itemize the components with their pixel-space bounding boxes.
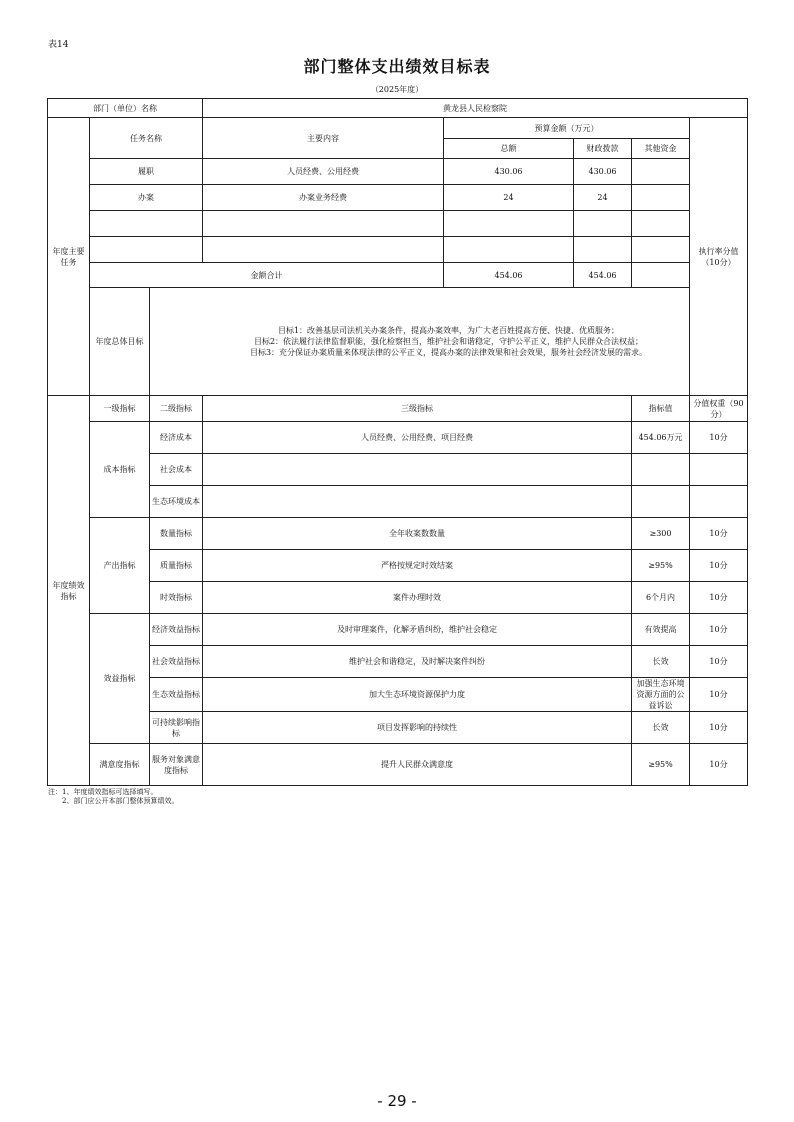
level2-header: 二级指标	[150, 396, 203, 422]
sum-total-cell: 454.06	[444, 263, 574, 288]
weight-cell: 10分	[690, 550, 748, 582]
indicators-header-row	[48, 396, 748, 422]
year-label: （2025年度）	[370, 85, 424, 94]
table-row	[48, 582, 748, 614]
level1-header: 一级指标	[90, 396, 150, 422]
weight-cell	[690, 486, 748, 518]
level2-cell: 经济成本	[150, 422, 203, 454]
value-cell: ≥300	[632, 518, 690, 550]
fiscal-header: 财政拨款	[574, 139, 632, 159]
sum-fiscal-cell: 454.06	[574, 263, 632, 288]
level2-cell: 社会效益指标	[150, 646, 203, 678]
goals-row	[48, 288, 748, 396]
table-row	[48, 454, 748, 486]
department-row	[48, 99, 748, 118]
level3-cell: 案件办理时效	[203, 582, 632, 614]
dept-label-cell: 部门（单位）名称	[48, 99, 203, 118]
task-fiscal-cell: 430.06	[574, 159, 632, 185]
level3-cell	[203, 454, 632, 486]
task-content-cell	[203, 211, 444, 237]
task-total-cell	[444, 237, 574, 263]
goals-cell	[150, 288, 748, 396]
table-row	[48, 550, 748, 582]
table-number-label: 表14	[48, 40, 69, 50]
level3-cell: 及时审理案件，化解矛盾纠纷，维护社会稳定	[203, 614, 632, 646]
annual-indicators-label: 年度绩效指标	[48, 396, 90, 786]
level3-cell: 维护社会和谐稳定，及时解决案件纠纷	[203, 646, 632, 678]
task-total-cell: 430.06	[444, 159, 574, 185]
table-row	[48, 518, 748, 550]
task-name-cell	[90, 211, 203, 237]
value-cell	[632, 454, 690, 486]
goal-item: 目标3：充分保证办案质量来体现法律的公平正义，提高办案的法律效果和社会效果，服务社会经济发展的需求。	[249, 348, 648, 357]
sum-row	[48, 263, 748, 288]
weight-cell	[690, 454, 748, 486]
task-fiscal-cell	[574, 237, 632, 263]
level3-cell: 项目发挥影响的持续性	[203, 712, 632, 744]
annual-goals-label: 年度总体目标	[90, 288, 150, 396]
footnotes	[48, 788, 178, 806]
value-cell: ≥95%	[632, 550, 690, 582]
level1-cell: 成本指标	[90, 422, 150, 518]
level1-cell: 效益指标	[90, 614, 150, 744]
task-content-cell	[203, 237, 444, 263]
level2-cell: 时效指标	[150, 582, 203, 614]
level3-cell: 提升人民群众满意度	[203, 744, 632, 786]
annual-tasks-label: 年度主要任务	[48, 118, 90, 396]
budget-amount-header: 预算金额（万元）	[444, 118, 690, 139]
table-row	[48, 712, 748, 744]
table-row	[48, 744, 748, 786]
task-other-cell	[632, 159, 690, 185]
task-total-cell: 24	[444, 185, 574, 211]
task-content-cell: 人员经费、公用经费	[203, 159, 444, 185]
level2-cell: 生态环境成本	[150, 486, 203, 518]
dept-name-cell: 黄龙县人民检察院	[203, 99, 748, 118]
goal-item: 目标1：改善基层司法机关办案条件，提高办案效率，为广大老百姓提高方便、快捷、优质服务；	[277, 326, 620, 335]
level3-cell: 人员经费、公用经费、项目经费	[203, 422, 632, 454]
task-content-cell: 办案业务经费	[203, 185, 444, 211]
level3-cell: 严格按规定时效结案	[203, 550, 632, 582]
value-cell: 454.06万元	[632, 422, 690, 454]
level3-cell: 加大生态环境资源保护力度	[203, 678, 632, 712]
value-cell: 有效提高	[632, 614, 690, 646]
value-cell: ≥95%	[632, 744, 690, 786]
task-fiscal-cell: 24	[574, 185, 632, 211]
level1-cell: 产出指标	[90, 518, 150, 614]
weight-cell: 10分	[690, 646, 748, 678]
table-row	[48, 646, 748, 678]
footnote-item: 2、部门应公开本部门整体预算绩效。	[62, 797, 179, 805]
execution-rate-header: 执行率分值（10分）	[690, 118, 748, 396]
sum-label-cell: 金额合计	[90, 263, 444, 288]
weight-cell: 10分	[690, 678, 748, 712]
weight-cell: 10分	[690, 744, 748, 786]
value-cell: 6个月内	[632, 582, 690, 614]
level3-cell: 全年收案数数量	[203, 518, 632, 550]
task-total-cell	[444, 211, 574, 237]
value-cell: 加强生态环境资源方面的公益诉讼	[632, 678, 690, 712]
other-funds-header: 其他资金	[632, 139, 690, 159]
table-row	[48, 211, 748, 237]
table-row	[48, 185, 748, 211]
table-row	[48, 237, 748, 263]
level1-cell: 满意度指标	[90, 744, 150, 786]
table-row	[48, 614, 748, 646]
level3-header: 三级指标	[203, 396, 632, 422]
weight-cell: 10分	[690, 518, 748, 550]
level2-cell: 质量指标	[150, 550, 203, 582]
value-header: 指标值	[632, 396, 690, 422]
level2-cell: 经济效益指标	[150, 614, 203, 646]
goal-item: 目标2：依法履行法律监督职能，强化检察担当，维护社会和谐稳定，守护公平正义，维护人民群众合法权益；	[253, 337, 644, 346]
task-name-header: 任务名称	[90, 118, 203, 159]
weight-cell: 10分	[690, 582, 748, 614]
footnote-item: 注：1、年度绩效指标可选择填写。	[48, 788, 158, 796]
value-cell: 长效	[632, 712, 690, 744]
main-content-header: 主要内容	[203, 118, 444, 159]
task-other-cell	[632, 211, 690, 237]
level2-cell: 生态效益指标	[150, 678, 203, 712]
value-cell: 长效	[632, 646, 690, 678]
weight-header: 分值权重（90分）	[690, 396, 748, 422]
level3-cell	[203, 486, 632, 518]
tasks-header-row-1	[48, 118, 748, 139]
task-name-cell: 履职	[90, 159, 203, 185]
sum-other-cell	[632, 263, 690, 288]
table-row	[48, 422, 748, 454]
task-other-cell	[632, 237, 690, 263]
weight-cell: 10分	[690, 712, 748, 744]
task-other-cell	[632, 185, 690, 211]
task-fiscal-cell	[574, 211, 632, 237]
performance-goal-table	[47, 98, 748, 786]
table-row	[48, 159, 748, 185]
page-title: 部门整体支出绩效目标表	[303, 57, 491, 76]
weight-cell: 10分	[690, 422, 748, 454]
page-number: - 29 -	[377, 1092, 417, 1110]
task-name-cell	[90, 237, 203, 263]
value-cell	[632, 486, 690, 518]
weight-cell: 10分	[690, 614, 748, 646]
task-name-cell: 办案	[90, 185, 203, 211]
table-row	[48, 486, 748, 518]
total-header: 总额	[444, 139, 574, 159]
level2-cell: 社会成本	[150, 454, 203, 486]
level2-cell: 服务对象满意度指标	[150, 744, 203, 786]
level2-cell: 可持续影响指标	[150, 712, 203, 744]
table-row	[48, 678, 748, 712]
level2-cell: 数量指标	[150, 518, 203, 550]
